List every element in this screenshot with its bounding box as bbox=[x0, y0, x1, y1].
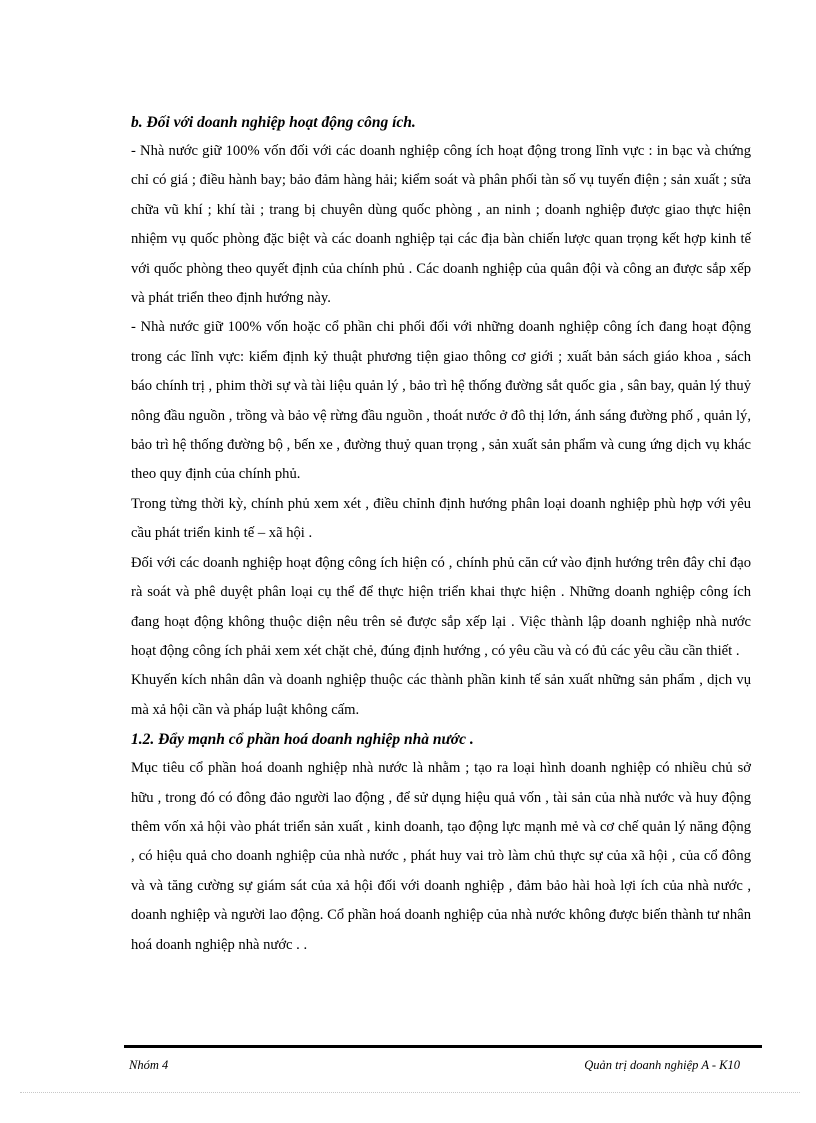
paragraph-encouragement: Khuyến kích nhân dân và doanh nghiệp thuộc các thành phần kinh tế sản xuất những sản phẩm , dịch vụ mà xả hội cần và pháp luật không cấm. bbox=[131, 672, 751, 718]
page-content bbox=[131, 108, 751, 960]
paragraph-state-100-percent: - Nhà nước giữ 100% vốn đối với các doanh nghiệp công ích hoạt động trong lĩnh vực : in bạc và chứng chỉ có giá ; điều hành bay; bảo đảm hàng hải; kiểm soát và phân phối tàn số vụ tuyến điện ; sản xuất ; sửa chữa vũ khí ; khí tài ; trang bị chuyên dùng quốc phòng , an ninh ; doanh nghiệp được giao thực hiện nhiệm vụ quốc phòng đặc biệt và các doanh nghiệp tại các địa bàn chiến lược quan trọng kết hợp kinh tế với quốc phòng theo quyết định của chính phủ . Các doanh nghiệp của quân đội và công an được sắp xếp và phát triển theo định hướng này. bbox=[131, 143, 751, 307]
footer-course-name: Quản trị doanh nghiệp A - K10 bbox=[584, 1058, 740, 1072]
page-bottom-divider bbox=[20, 1092, 800, 1093]
paragraph-equitization-goal: Mục tiêu cổ phần hoá doanh nghiệp nhà nước là nhằm ; tạo ra loại hình doanh nghiệp có nhiều chủ sở hữu , trong đó có đông đảo người lao động , để sử dụng hiệu quả vốn , tài sản của nhà nước và huy động thêm vốn xả hội vào phát triển sản xuất , kinh doanh, tạo động lực mạnh mẻ và cơ chế quản lý năng động , có hiệu quả cho doanh nghiệp của nhà nước , phát huy vai trò làm chủ thực sự của xã hội , của cổ đông và và tăng cường sự giám sát của xả hội đối với doanh nghiệp , đảm bảo hài hoà lợi ích của nhà nước , doanh nghiệp và người lao động. Cổ phần hoá doanh nghiệp của nhà nước không được biến thành tư nhân hoá doanh nghiệp nhà nước . . bbox=[131, 760, 751, 953]
section-1-2-heading: 1.2. Đẩy mạnh cổ phần hoá doanh nghiệp nhà nước . bbox=[131, 731, 474, 749]
paragraph-existing-enterprises: Đối với các doanh nghiệp hoạt động công ích hiện có , chính phủ căn cứ vào định hướng trên đây chỉ đạo rà soát và phê duyệt phân loại cụ thể để thực hiện triển khai thực hiện . Những doanh nghiệp công ích đang hoạt động không thuộc diện nêu trên sẻ được sắp xếp lại . Việc thành lập doanh nghiệp nhà nước hoạt động công ích phải xem xét chặt chẻ, đúng định hướng , có yêu cầu và có đủ các yêu cầu cần thiết . bbox=[131, 554, 751, 659]
section-b-heading: b. Đối với doanh nghiệp hoạt động công ích. bbox=[131, 114, 416, 131]
footer-group-name: Nhóm 4 bbox=[129, 1058, 169, 1072]
footer-rule bbox=[124, 1045, 762, 1048]
paragraph-state-controlling-share: - Nhà nước giữ 100% vốn hoặc cổ phần chi phối đối với những doanh nghiệp công ích đang hoạt động trong các lĩnh vực: kiểm định kỷ thuật phương tiện giao thông cơ giới ; xuất bản sách giáo khoa , sách báo chính trị , phim thời sự và tài liệu quản lý , bảo trì hệ thống đường sắt quốc gia , sân bay, quản lý thuỷ nông đầu nguồn , trồng và bảo vệ rừng đầu nguồn , thoát nước ở đô thị lớn, ánh sáng đường phố , quản lý, bảo trì hệ thống đường bộ , bến xe , đường thuỷ quan trọng , sản xuất sản phẩm và cung ứng dịch vụ khác theo quy định của chính phủ. bbox=[131, 319, 751, 483]
paragraph-periodic-review: Trong từng thời kỳ, chính phủ xem xét , điều chỉnh định hướng phân loại doanh nghiệp phù hợp với yêu cầu phát triển kinh tế – xã hội . bbox=[131, 495, 751, 542]
